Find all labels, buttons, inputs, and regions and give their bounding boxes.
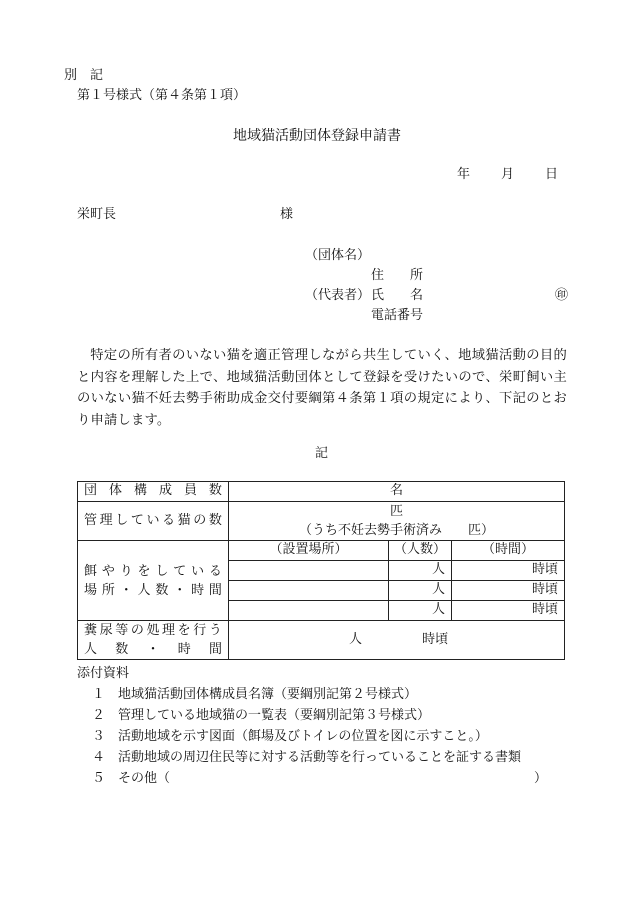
feeding-time-cell[interactable]: 時頃 [452, 601, 565, 621]
group-name-label: （団体名） [305, 248, 371, 263]
label-char: 時 [177, 642, 191, 657]
label-char: 体 [108, 483, 122, 499]
label-char: の [193, 512, 207, 528]
label-char: し [155, 563, 169, 579]
label-char: 団 [84, 483, 98, 499]
label-char: 員 [183, 483, 197, 499]
attachment-text: 活動地域を示す図面（餌場及びトイレの位置を図に示すこと。） [118, 729, 488, 744]
cats-label-cell [78, 502, 229, 541]
label-char: る [208, 563, 222, 579]
attachments-heading: 添付資料 [77, 666, 130, 681]
label-char: 数 [155, 582, 169, 598]
cats-neutered-sub: （うち不妊去勢手術済み 匹） [298, 523, 494, 538]
waste-value-cell[interactable] [229, 621, 565, 660]
feeding-label-line1 [78, 562, 228, 581]
representative-label: （代表者） [305, 288, 371, 303]
label-char: 成 [158, 483, 172, 499]
attachment-number: ２ [92, 708, 106, 723]
members-value-cell[interactable] [229, 482, 565, 502]
attachment-number: ３ [92, 729, 106, 744]
label-char: 所 [101, 582, 115, 598]
attachment-item [92, 729, 488, 745]
feeding-header-row [78, 541, 565, 561]
label-char: 数 [208, 512, 222, 528]
waste-label-line1 [78, 621, 228, 640]
form-reference: 第１号様式（第４条第１項） [77, 88, 247, 103]
label-char: 人 [84, 642, 98, 657]
label-char: る [162, 512, 176, 528]
attachment-item [92, 750, 521, 766]
attachment-item-other [92, 771, 552, 787]
label-char: 数 [115, 642, 129, 657]
addressee: 栄町長 [77, 207, 117, 222]
label-char: し [115, 512, 129, 528]
label-char: 理 [99, 512, 113, 528]
feeding-label-cell [78, 541, 229, 621]
col-people-header: （人数） [389, 541, 452, 561]
label-char: 管 [84, 512, 98, 528]
col-time-header: （時間） [452, 541, 565, 561]
waste-label-line2 [78, 640, 228, 659]
feeding-people-cell[interactable]: 人 [389, 561, 452, 581]
label-char: や [101, 563, 115, 579]
application-statement: 特定の所有者のいない猫を適正管理しながら共生していく、地域猫活動の目的と内容を理解した上で、地域猫活動団体として登録を受けたいので、栄町飼い主のいない猫不妊去勢手術助成金交付要綱第４条第１項の規定により、下記のとおり申請します。 [77, 348, 567, 428]
label-char: 処 [146, 623, 160, 638]
seal-mark: ㊞ [555, 288, 569, 303]
name-label: 氏 名 [371, 288, 424, 303]
feeding-people-cell[interactable]: 人 [389, 601, 452, 621]
label-char: 等 [115, 623, 129, 638]
label-char: を [137, 563, 151, 579]
date-year: 年 [457, 167, 471, 182]
label-char: 構 [133, 483, 147, 499]
members-label [78, 483, 228, 499]
feeding-place-cell[interactable] [229, 561, 389, 581]
label-char: 時 [191, 582, 205, 598]
feeding-place-cell[interactable] [229, 581, 389, 601]
feeding-people-cell[interactable]: 人 [389, 581, 452, 601]
cats-label [78, 513, 228, 529]
waste-row [78, 621, 565, 660]
label-char: う [208, 623, 222, 638]
attachment-item [92, 687, 417, 703]
waste-label-cell [78, 621, 229, 660]
attachment-text[interactable]: その他（ [118, 771, 171, 786]
label-char: い [191, 563, 205, 579]
waste-time: 時頃 [422, 631, 449, 647]
waste-people: 人 [349, 631, 363, 647]
attachment-close-paren: ） [534, 771, 548, 786]
feeding-place-cell[interactable] [229, 601, 389, 621]
label-char: て [130, 512, 144, 528]
label-char: を [177, 623, 191, 638]
label-char: 間 [208, 582, 222, 598]
attachment-number: １ [92, 687, 106, 702]
feeding-label-line2 [78, 581, 228, 600]
label-char: 糞 [84, 623, 98, 638]
label-char: の [130, 623, 144, 638]
label-char: 理 [162, 623, 176, 638]
attachment-text: 活動地域の周辺住民等に対する活動等を行っていることを証する書類 [118, 750, 522, 765]
cats-row [78, 502, 565, 541]
page-title: 地域猫活動団体登録申請書 [233, 128, 401, 144]
label-char: い [146, 512, 160, 528]
members-row [78, 482, 565, 502]
label-char: 人 [137, 582, 151, 598]
feeding-time-cell[interactable]: 時頃 [452, 581, 565, 601]
ki-label: 記 [315, 446, 329, 461]
label-char: ・ [173, 582, 187, 598]
addressee-honorific: 様 [280, 207, 294, 222]
members-label-cell [78, 482, 229, 502]
phone-label: 電話番号 [371, 308, 424, 323]
attachment-text: 管理している地域猫の一覧表（要綱別記第３号様式） [118, 708, 431, 723]
date-month: 月 [501, 167, 515, 182]
label-char: り [119, 563, 133, 579]
annex-label: 別 記 [64, 68, 104, 83]
col-place-header: （設置場所） [229, 541, 389, 561]
members-unit: 名 [389, 483, 403, 499]
feeding-time-cell[interactable]: 時頃 [452, 561, 565, 581]
cats-unit: 匹 [389, 504, 403, 519]
attachment-item [92, 708, 430, 724]
date-day: 日 [545, 167, 559, 182]
label-char: 数 [208, 483, 222, 499]
label-char: て [173, 563, 187, 579]
label-char: 間 [208, 642, 222, 657]
cats-value-cell[interactable] [229, 502, 565, 541]
attachment-number: ４ [92, 750, 106, 765]
label-char: ・ [146, 642, 160, 657]
attachment-number: ５ [92, 771, 106, 786]
label-char: 行 [193, 623, 207, 638]
label-char: 場 [84, 582, 98, 598]
label-char: ・ [119, 582, 133, 598]
address-label: 住 所 [371, 268, 424, 283]
attachment-text: 地域猫活動団体構成員名簿（要綱別記第２号様式） [118, 687, 418, 702]
label-char: 餌 [84, 563, 98, 579]
label-char: 尿 [99, 623, 113, 638]
application-table [77, 481, 565, 660]
label-char: 猫 [177, 512, 191, 528]
